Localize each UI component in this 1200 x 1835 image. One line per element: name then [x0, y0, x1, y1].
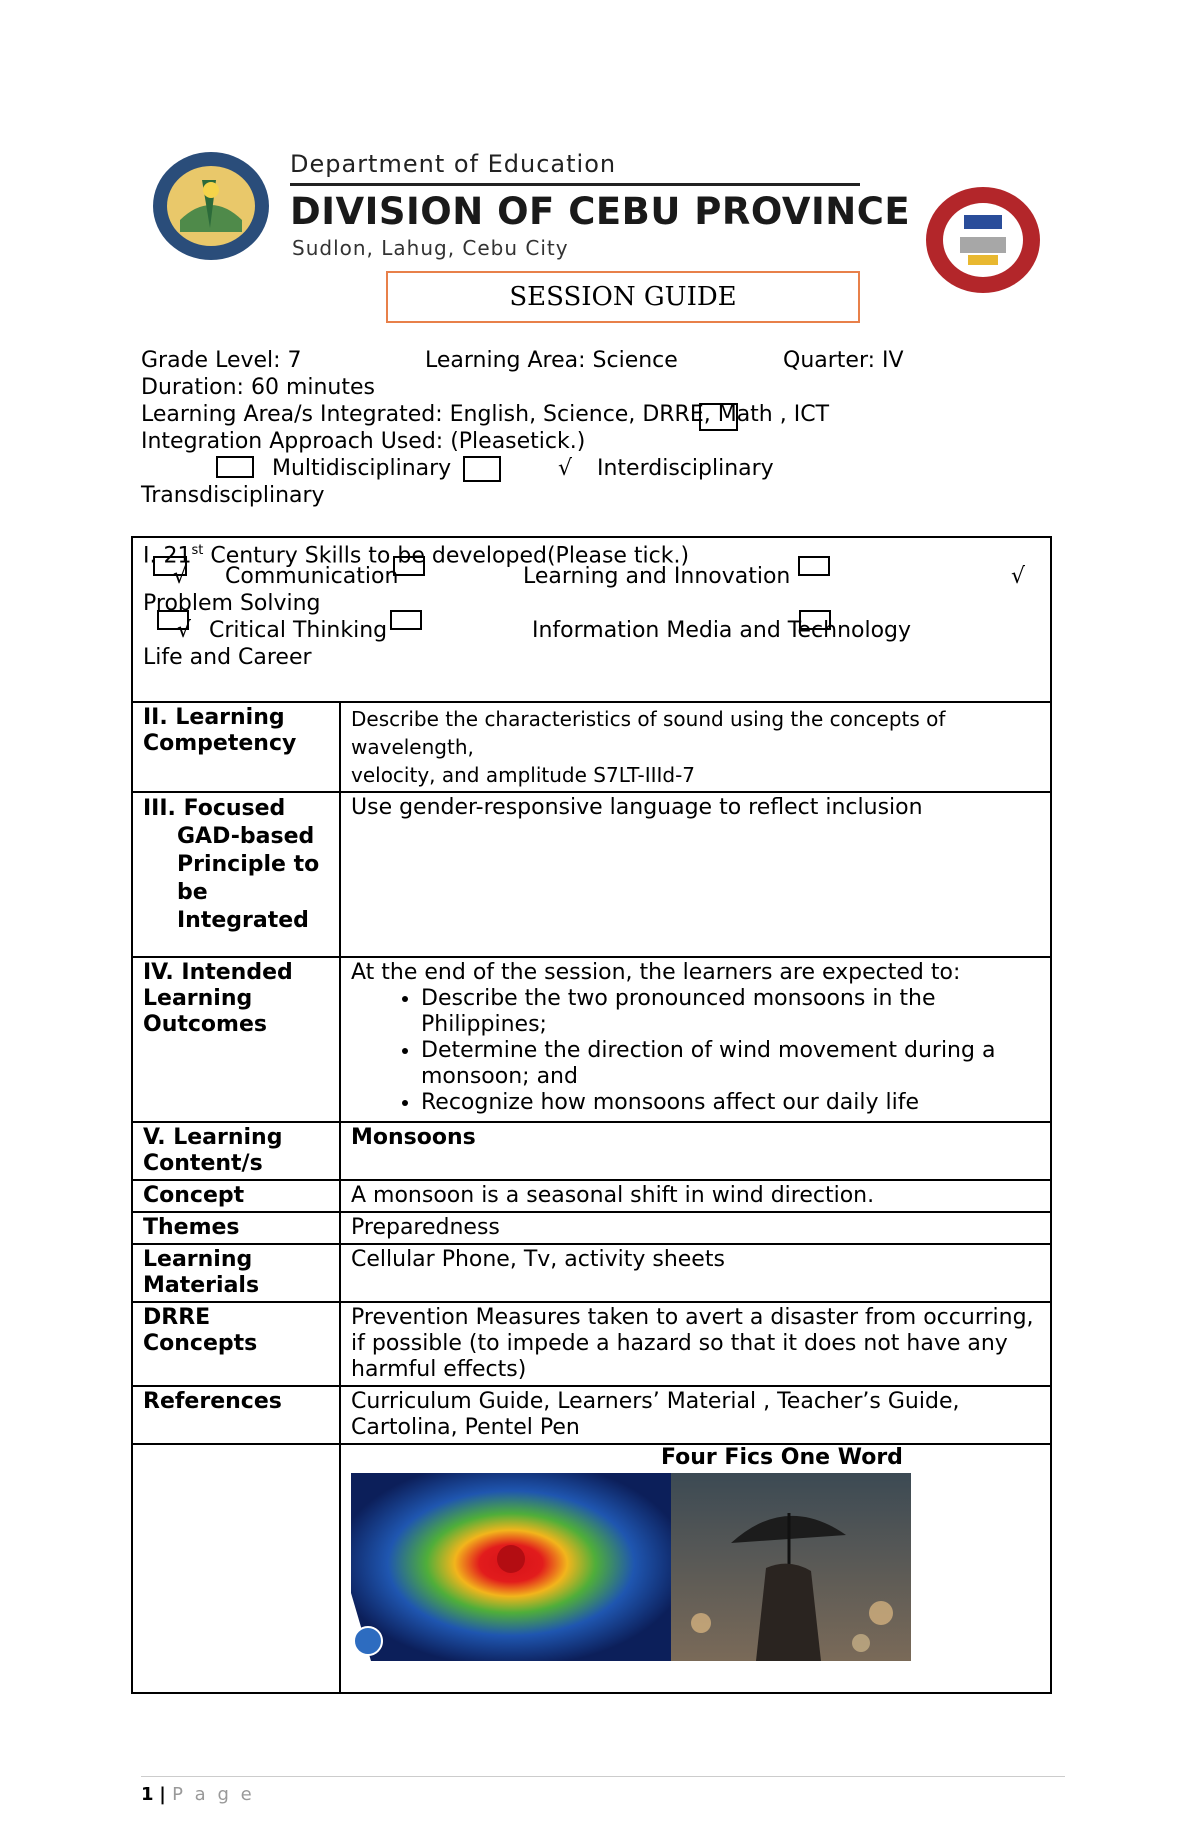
drre-value: Prevention Measures taken to avert a disaster from occurring, if possible (to impede a hazard so that it does not have any harmful effects) [340, 1302, 1051, 1386]
integrated-value: English, Science, DRRE, Math , ICT [449, 402, 830, 427]
skills-heading: I. 21st Century Skills to be developed(Please tick.) [143, 543, 690, 569]
concept-label: Concept [132, 1180, 340, 1212]
life-career-checkbox[interactable] [799, 610, 831, 630]
page-label: P a g e [172, 1784, 255, 1805]
skill-communication: Communication [225, 564, 399, 589]
session-guide-table [131, 536, 1052, 1694]
school-seal-icon [924, 185, 1042, 295]
outcomes-row [132, 957, 1051, 1122]
critical-thinking-check-mark: √ [177, 618, 192, 643]
references-value: Curriculum Guide, Learners’ Material , Teacher’s Guide, Cartolina, Pentel Pen [340, 1386, 1051, 1444]
rain-umbrella-image [671, 1473, 911, 1661]
option-transdisciplinary: Transdisciplinary [141, 483, 325, 508]
concept-value: A monsoon is a seasonal shift in wind direction. [340, 1180, 1051, 1212]
content-row [132, 1122, 1051, 1180]
gad-label-text: III. Focused GAD-based Principle to be Integrated [143, 796, 320, 933]
references-label: References [132, 1386, 340, 1444]
skill-problem-solving: Problem Solving [143, 591, 321, 616]
multidisciplinary-checkbox[interactable] [216, 456, 254, 478]
footer-divider [141, 1776, 1065, 1777]
outcomes-intro: At the end of the session, the learners are expected to: [351, 960, 961, 985]
page-number: 1 [141, 1784, 154, 1805]
content-label: V. Learning Content/s [132, 1122, 340, 1180]
activity-row [132, 1444, 1051, 1693]
gad-label [132, 792, 340, 957]
activity-label-empty [132, 1444, 340, 1693]
outcomes-list [351, 986, 1040, 1116]
integrated-label: Learning Area/s Integrated: [141, 402, 443, 427]
communication-check-mark: √ [173, 564, 188, 589]
outcome-item: • Describe the two pronounced monsoons in the Philippines; [421, 986, 1040, 1038]
outcomes-label: IV. Intended Learning Outcomes [132, 957, 340, 1122]
outcome-item: • Determine the direction of wind movement during a monsoon; and [421, 1038, 1040, 1090]
skills-row [132, 537, 1051, 702]
cebu-division-seal-icon [150, 150, 272, 262]
materials-value: Cellular Phone, Tv, activity sheets [340, 1244, 1051, 1302]
themes-label: Themes [132, 1212, 340, 1244]
activity-title: Four Fics One Word [661, 1445, 903, 1470]
outcome-item: • Recognize how monsoons affect our daily life [421, 1090, 1040, 1116]
grade-level: Grade Level: 7 [141, 348, 302, 373]
quarter: Quarter: IV [783, 348, 904, 373]
drre-row [132, 1302, 1051, 1386]
footer-separator: | [159, 1784, 173, 1805]
themes-row [132, 1212, 1051, 1244]
department-name: Department of Education [290, 150, 617, 178]
drre-tick-box[interactable] [699, 403, 738, 431]
competency-line-2: wavelength, [351, 735, 474, 759]
themes-value: Preparedness [340, 1212, 1051, 1244]
drre-label: DRRE Concepts [132, 1302, 340, 1386]
problem-solving-check-mark: √ [1011, 564, 1026, 589]
skill-life-career: Life and Career [143, 645, 312, 670]
materials-label: Learning Materials [132, 1244, 340, 1302]
competency-label: II. Learning Competency [132, 702, 340, 792]
division-location: Sudlon, Lahug, Cebu City [292, 236, 569, 260]
skill-info-media-technology: Information Media and Technology [532, 618, 912, 643]
competency-line-1: Describe the characteristics of sound using the concepts of [351, 707, 946, 731]
session-guide-title: SESSION GUIDE [386, 271, 860, 323]
integration-approach: Integration Approach Used: (Pleasetick.) [141, 429, 586, 454]
content-value: Monsoons [340, 1122, 1051, 1180]
page-footer [141, 1784, 255, 1805]
typhoon-satellite-image [351, 1473, 671, 1661]
learning-area: Learning Area: Science [425, 348, 678, 373]
outcomes-value [340, 957, 1051, 1122]
interdisciplinary-checkbox[interactable] [463, 456, 501, 482]
competency-value [340, 702, 1051, 792]
competency-row [132, 702, 1051, 792]
materials-row [132, 1244, 1051, 1302]
problem-solving-checkbox[interactable] [798, 556, 830, 576]
gad-value: Use gender-responsive language to reflect inclusion [340, 792, 1051, 957]
duration: Duration: 60 minutes [141, 375, 375, 400]
interdisciplinary-check-mark: √ [558, 456, 573, 481]
gad-row [132, 792, 1051, 957]
skills-cell [132, 537, 1051, 702]
activity-cell [340, 1444, 1051, 1693]
info-media-checkbox[interactable] [390, 610, 422, 630]
competency-line-3: velocity, and amplitude S7LT-IIId-7 [351, 763, 696, 787]
skill-learning-innovation: Learning and Innovation [523, 564, 791, 589]
learning-innovation-checkbox[interactable] [393, 556, 425, 576]
option-multidisciplinary: Multidisciplinary [272, 456, 452, 481]
references-row [132, 1386, 1051, 1444]
skill-critical-thinking: Critical Thinking [209, 618, 388, 643]
option-interdisciplinary: Interdisciplinary [597, 456, 774, 481]
header-divider [290, 183, 860, 186]
division-name: DIVISION OF CEBU PROVINCE [290, 190, 911, 233]
concept-row [132, 1180, 1051, 1212]
